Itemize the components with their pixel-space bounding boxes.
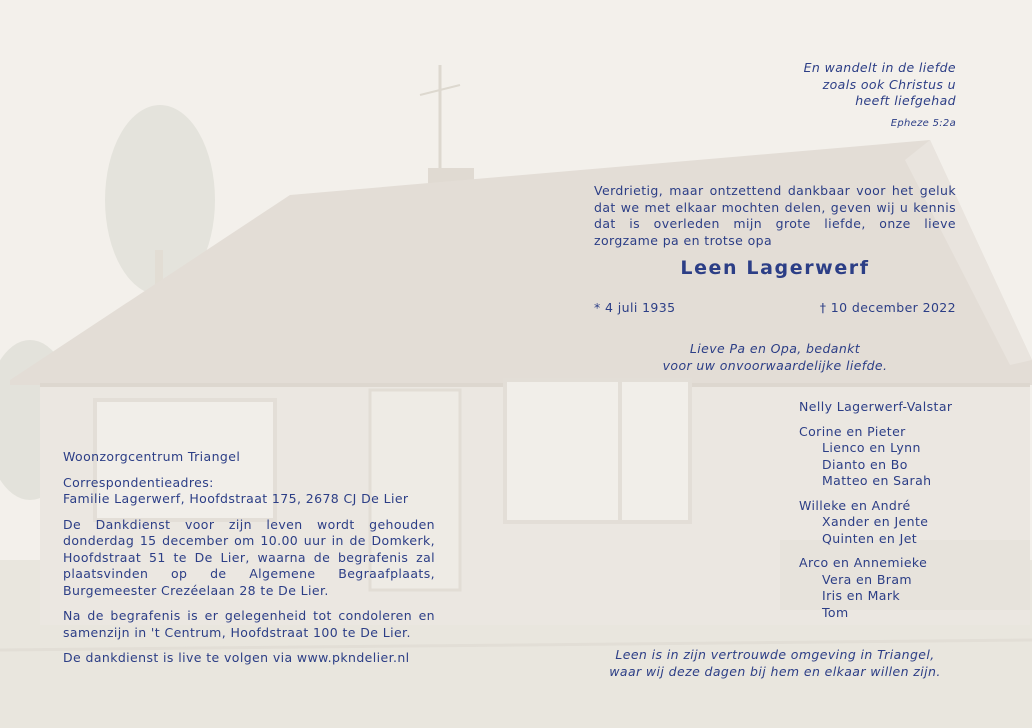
family-parents: Corine en Pieter — [799, 423, 906, 439]
deceased-name: Leen Lagerwerf — [680, 257, 870, 279]
family-list — [799, 399, 952, 629]
family-child: Iris en Mark — [822, 588, 900, 603]
thanks-message — [594, 341, 956, 374]
closing-message — [594, 647, 956, 680]
verse-line: En wandelt in de liefde — [803, 60, 956, 75]
death-date: † 10 december 2022 — [819, 300, 956, 315]
family-child: Tom — [822, 604, 849, 620]
thanks-line: voor uw onvoorwaardelijke liefde. — [662, 357, 888, 373]
correspondence-block — [63, 475, 435, 508]
closing-line: waar wij deze dagen bij hem en elkaar willen zijn. — [609, 663, 941, 679]
care-location: Woonzorgcentrum Triangel — [63, 449, 241, 464]
verse-reference: Epheze 5:2a — [890, 117, 956, 129]
family-group — [799, 498, 952, 548]
family-parents: Willeke en André — [799, 497, 911, 513]
verse-line: heeft liefgehad — [855, 93, 956, 108]
verse-line: zoals ook Christus u — [822, 76, 956, 92]
family-group — [799, 555, 952, 621]
birth-date: * 4 juli 1935 — [594, 300, 676, 315]
funeral-details — [63, 449, 435, 676]
family-child: Vera en Bram — [822, 571, 912, 587]
service-details: De Dankdienst voor zijn leven wordt gehouden donderdag 15 december om 10.00 uur in de Domkerk, Hoofdstraat 51 te De Lier, waarna de begrafenis zal plaatsvinden op de Algemene Begraafplaats, Burgemeester Crezéelaan 28 te De Lier. — [63, 516, 435, 598]
family-child: Xander en Jente — [822, 514, 929, 529]
spouse-name: Nelly Lagerwerf-Valstar — [799, 399, 953, 414]
bible-verse — [804, 60, 956, 132]
family-child: Quinten en Jet — [822, 530, 918, 546]
correspondence-address: Familie Lagerwerf, Hoofdstraat 175, 2678 CJ De Lier — [63, 491, 409, 506]
family-child: Matteo en Sarah — [822, 473, 932, 488]
family-child: Dianto en Bo — [822, 456, 908, 472]
announcement-intro: Verdrietig, maar ontzettend dankbaar voor het geluk dat we met elkaar mochten delen, geven wij u kennis dat is overleden mijn grote liefde, onze lieve zorgzame pa en trotse opa — [594, 183, 956, 248]
condolence-details: Na de begrafenis is er gelegenheid tot condoleren en samenzijn in 't Centrum, Hoofdstraat 100 te De Lier. — [63, 608, 435, 640]
family-child: Lienco en Lynn — [822, 440, 921, 455]
family-parents: Arco en Annemieke — [799, 555, 928, 570]
family-group — [799, 424, 952, 490]
thanks-line: Lieve Pa en Opa, bedankt — [689, 341, 861, 356]
correspondence-label: Correspondentieadres: — [63, 474, 214, 490]
livestream-info: De dankdienst is live te volgen via www.pkndelier.nl — [63, 650, 410, 665]
closing-line: Leen is in zijn vertrouwde omgeving in Triangel, — [615, 647, 935, 662]
